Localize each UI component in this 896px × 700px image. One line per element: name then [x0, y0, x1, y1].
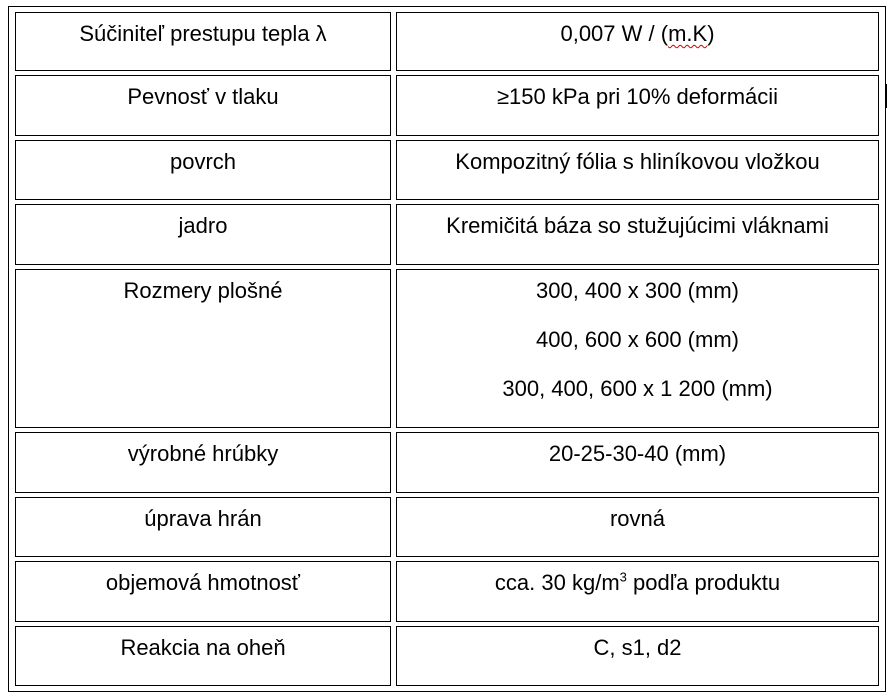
row-label: Rozmery plošné — [123, 278, 283, 303]
row-label-cell — [15, 626, 391, 686]
row-label-cell — [15, 140, 391, 200]
table-row — [9, 75, 885, 136]
value-prefix: 0,007 W / ( — [560, 21, 669, 46]
text-cursor — [885, 84, 887, 108]
dimension-value: 300, 400 x 300 (mm) — [536, 278, 739, 303]
row-label: Reakcia na oheň — [120, 635, 286, 660]
row-value: Kremičitá báza so stužujúcimi vláknami — [446, 213, 829, 238]
row-value: C, s1, d2 — [593, 635, 682, 660]
row-value-cell — [396, 626, 879, 686]
row-value-cell — [396, 432, 879, 493]
row-value-list — [397, 270, 878, 425]
row-label-cell — [15, 269, 391, 428]
row-value-cell — [396, 204, 879, 265]
table-row — [9, 140, 885, 200]
table-row — [9, 269, 885, 428]
row-label-cell — [15, 75, 391, 136]
table-row — [9, 626, 885, 686]
table-row — [9, 12, 885, 71]
row-value-cell — [396, 561, 879, 622]
value-suffix: podľa produktu — [626, 570, 781, 595]
row-value: 20-25-30-40 (mm) — [548, 441, 727, 466]
row-label: výrobné hrúbky — [127, 441, 279, 466]
row-label: úprava hrán — [144, 506, 262, 531]
row-value: ≥150 kPa pri 10% deformácii — [496, 84, 779, 109]
row-value: Kompozitný fólia s hliníkovou vložkou — [455, 149, 820, 174]
dimension-value: 400, 600 x 600 (mm) — [536, 327, 739, 352]
table-row — [9, 204, 885, 265]
row-label: Pevnosť v tlaku — [127, 84, 279, 109]
row-value — [397, 13, 878, 47]
row-value-cell — [396, 12, 879, 71]
dimension-value: 300, 400, 600 x 1 200 (mm) — [502, 376, 773, 401]
row-value-cell — [396, 75, 879, 136]
properties-table — [8, 6, 886, 692]
table-row — [9, 561, 885, 622]
table-row — [9, 497, 885, 557]
row-label-cell — [15, 497, 391, 557]
row-value-cell — [396, 140, 879, 200]
row-label-cell — [15, 561, 391, 622]
row-value-cell — [396, 269, 879, 428]
row-label: jadro — [178, 213, 228, 238]
row-label: objemová hmotnosť — [105, 570, 301, 595]
row-value-cell — [396, 497, 879, 557]
row-label: Súčiniteľ prestupu tepla λ — [79, 21, 327, 46]
value-underlined: m.K — [668, 21, 708, 46]
row-value — [397, 562, 878, 596]
table-row — [9, 432, 885, 493]
row-value: rovná — [609, 506, 666, 531]
row-label: povrch — [169, 149, 237, 174]
value-prefix: cca. 30 kg/m — [494, 570, 620, 595]
value-suffix: ) — [707, 21, 715, 46]
row-label-cell — [15, 432, 391, 493]
row-label-cell — [15, 12, 391, 71]
row-label-cell — [15, 204, 391, 265]
value-superscript: 3 — [619, 569, 627, 585]
